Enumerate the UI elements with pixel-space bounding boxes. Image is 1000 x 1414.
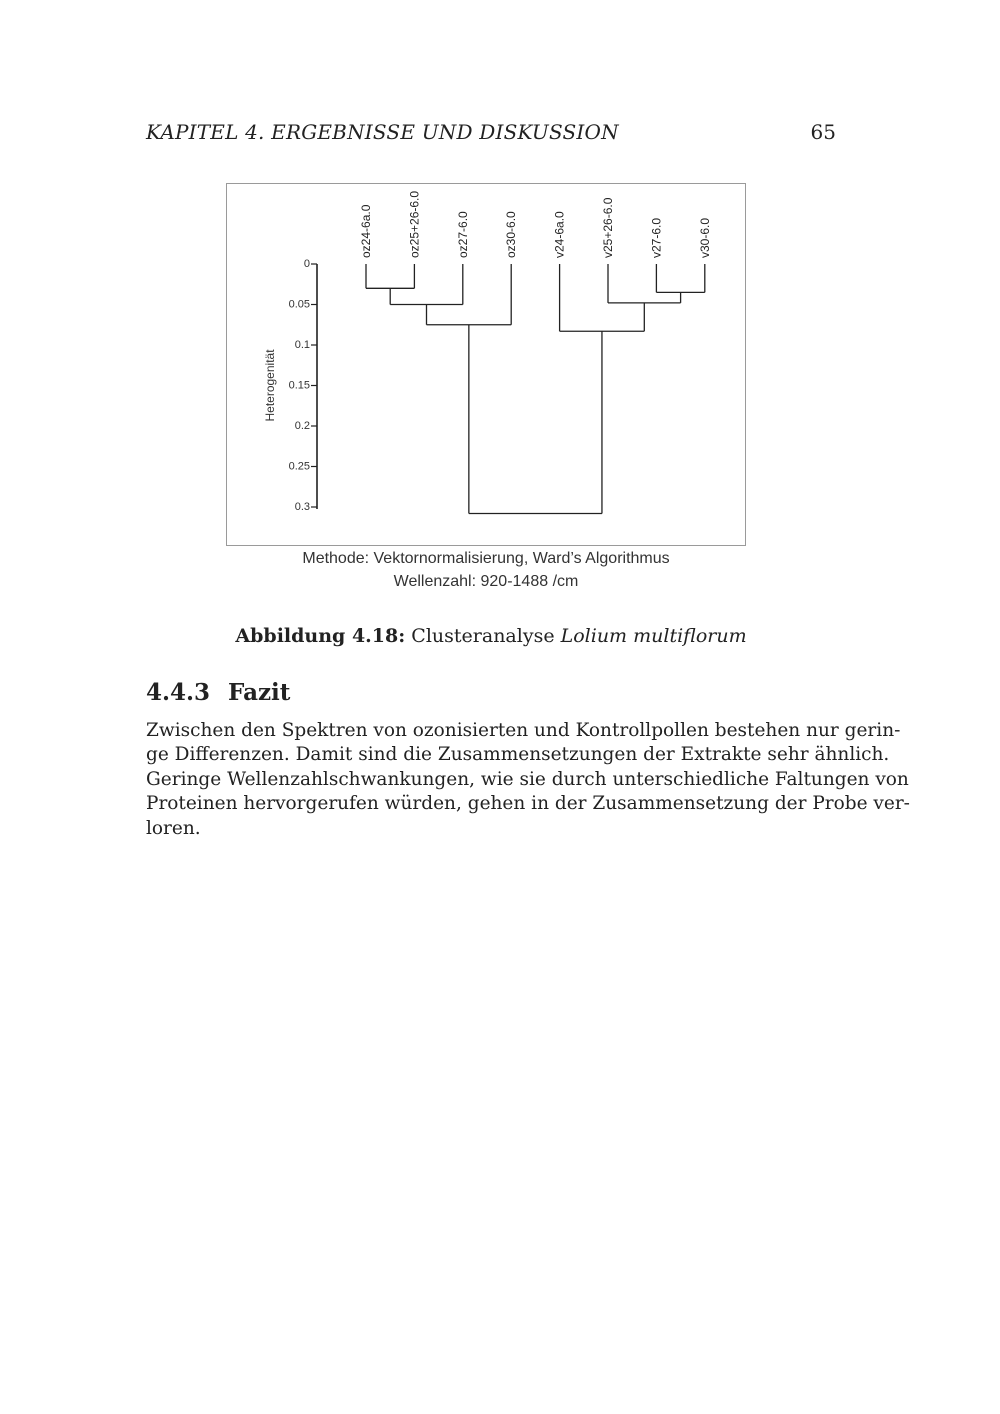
- leaf-label: v30-6.0: [697, 217, 712, 258]
- body-line: Zwischen den Spektren von ozonisierten und Kontrollpollen bestehen nur gerin-: [146, 720, 901, 741]
- leaf-label: v24-6a.0: [552, 211, 567, 258]
- dendrogram-chart: [227, 184, 745, 545]
- body-line: Proteinen hervorgerufen würden, gehen in der Zusammensetzung der Probe ver-: [146, 793, 910, 815]
- y-tick-label: 0: [303, 258, 310, 270]
- body-paragraph: [146, 719, 910, 841]
- body-line: loren.: [146, 817, 201, 839]
- section-title: Fazit: [228, 679, 291, 706]
- y-tick-label: 0.2: [294, 420, 310, 432]
- leaf-label: oz27-6.0: [455, 211, 470, 258]
- chapter-title: KAPITEL 4. ERGEBNISSE UND DISKUSSION: [146, 120, 619, 144]
- leaf-label: oz24-6a.0: [359, 204, 373, 258]
- leaf-label: oz25+26-6.0: [407, 190, 422, 258]
- section-number: 4.4.3: [146, 679, 211, 706]
- y-tick-label: 0.15: [288, 379, 310, 392]
- figure-wavenumber-note: Wellenzahl: 920-1488 /cm: [393, 573, 579, 590]
- caption-species: Lolium multiflorum: [560, 625, 747, 647]
- y-tick-label: 0.25: [288, 460, 310, 473]
- figure-method-note: Methode: Vektornormalisierung, Ward’s Algorithmus: [302, 550, 670, 567]
- caption-label: Abbildung 4.18:: [235, 625, 406, 647]
- y-axis-label: Heterogenität: [263, 349, 277, 422]
- leaf-label: oz30-6.0: [504, 211, 519, 258]
- leaf-label: v27-6.0: [649, 217, 664, 258]
- running-head: [146, 120, 836, 150]
- page-number: 65: [810, 120, 836, 144]
- caption-text: Clusteranalyse: [411, 625, 555, 647]
- figure-caption: [146, 625, 836, 647]
- y-tick-label: 0.05: [288, 298, 310, 311]
- body-line: ge Differenzen. Damit sind die Zusammensetzungen der Extrakte sehr ähnlich.: [146, 744, 890, 766]
- dendrogram-figure: [226, 183, 746, 546]
- body-line: Geringe Wellenzahlschwankungen, wie sie durch unterschiedliche Faltungen von: [146, 768, 909, 790]
- y-tick-label: 0.3: [294, 501, 310, 513]
- section-heading: [146, 679, 290, 706]
- y-tick-label: 0.1: [294, 339, 310, 351]
- leaf-label: v25+26-6.0: [601, 197, 615, 258]
